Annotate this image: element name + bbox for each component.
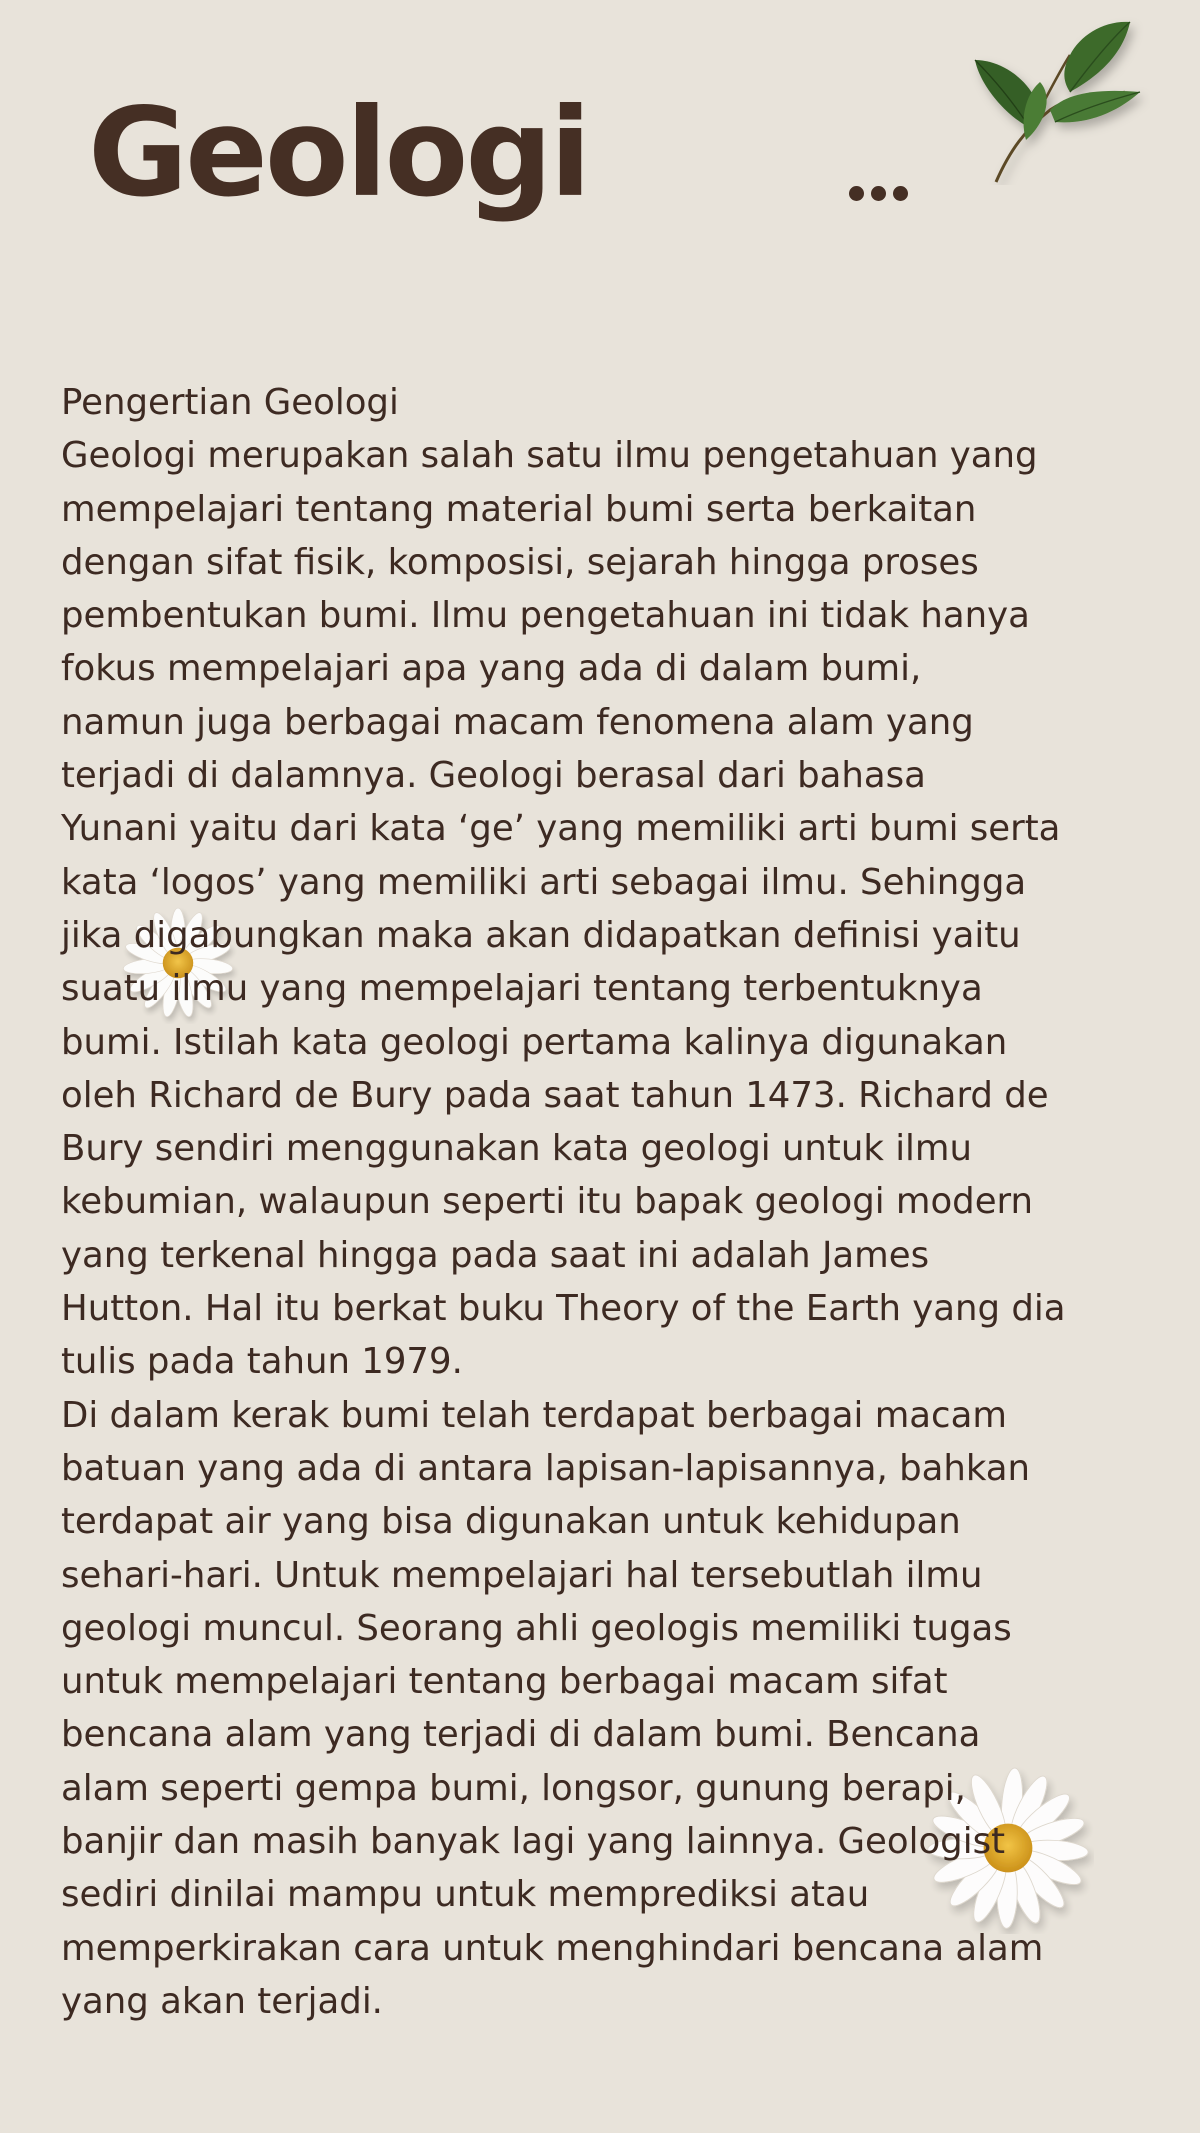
- article-line: bumi. Istilah kata geologi pertama kalinya digunakan: [61, 1021, 1008, 1063]
- article-line: terdapat air yang bisa digunakan untuk kehidupan: [61, 1501, 961, 1543]
- article-line: geologi muncul. Seorang ahli geologis memiliki tugas: [61, 1607, 1012, 1649]
- article-line: tulis pada tahun 1979.: [61, 1341, 463, 1383]
- article-line: Hutton. Hal itu berkat buku Theory of the Earth yang dia: [61, 1288, 1066, 1330]
- article-line: Geologi merupakan salah satu ilmu pengetahuan yang: [61, 435, 1038, 477]
- more-icon: [849, 186, 908, 201]
- article-line: dengan sifat fisik, komposisi, sejarah hingga proses: [61, 541, 979, 583]
- article-line: untuk mempelajari tentang berbagai macam sifat: [61, 1661, 948, 1703]
- leaf-sprig-icon: [930, 10, 1150, 185]
- article-line: sediri dinilai mampu untuk memprediksi atau: [61, 1874, 870, 1916]
- article-line: mempelajari tentang material bumi serta berkaitan: [61, 488, 977, 530]
- article-body: [61, 376, 1161, 2028]
- article-line: banjir dan masih banyak lagi yang lainnya. Geologist: [61, 1821, 1005, 1863]
- article-line: jika digabungkan maka akan didapatkan definisi yaitu: [61, 914, 1021, 956]
- article-line: oleh Richard de Bury pada saat tahun 1473. Richard de: [61, 1074, 1049, 1116]
- article-line: batuan yang ada di antara lapisan-lapisannya, bahkan: [61, 1447, 1031, 1489]
- article-line: sehari-hari. Untuk mempelajari hal tersebutlah ilmu: [61, 1554, 983, 1596]
- article-line: bencana alam yang terjadi di dalam bumi. Bencana: [61, 1714, 981, 1756]
- article-line: terjadi di dalamnya. Geologi berasal dari bahasa: [61, 755, 926, 797]
- article-line: pembentukan bumi. Ilmu pengetahuan ini tidak hanya: [61, 595, 1030, 637]
- article-line: suatu ilmu yang mempelajari tentang terbentuknya: [61, 968, 983, 1010]
- article-line: kebumian, walaupun seperti itu bapak geologi modern: [61, 1181, 1034, 1223]
- article-line: yang akan terjadi.: [61, 1980, 383, 2022]
- article-line: fokus mempelajari apa yang ada di dalam bumi,: [61, 648, 922, 690]
- article-line: Yunani yaitu dari kata ‘ge’ yang memiliki arti bumi serta: [61, 808, 1061, 850]
- page-title: Geologi: [88, 82, 589, 224]
- article-line: kata ‘logos’ yang memiliki arti sebagai ilmu. Sehingga: [61, 861, 1027, 903]
- article-line: alam seperti gempa bumi, longsor, gunung berapi,: [61, 1767, 966, 1809]
- article-line: Di dalam kerak bumi telah terdapat berbagai macam: [61, 1394, 1007, 1436]
- section-heading: Pengertian Geologi: [61, 382, 399, 423]
- article-line: yang terkenal hingga pada saat ini adalah James: [61, 1234, 930, 1276]
- article-line: Bury sendiri menggunakan kata geologi untuk ilmu: [61, 1128, 973, 1170]
- article-line: memperkirakan cara untuk menghindari bencana alam: [61, 1927, 1044, 1969]
- article-line: namun juga berbagai macam fenomena alam yang: [61, 701, 974, 743]
